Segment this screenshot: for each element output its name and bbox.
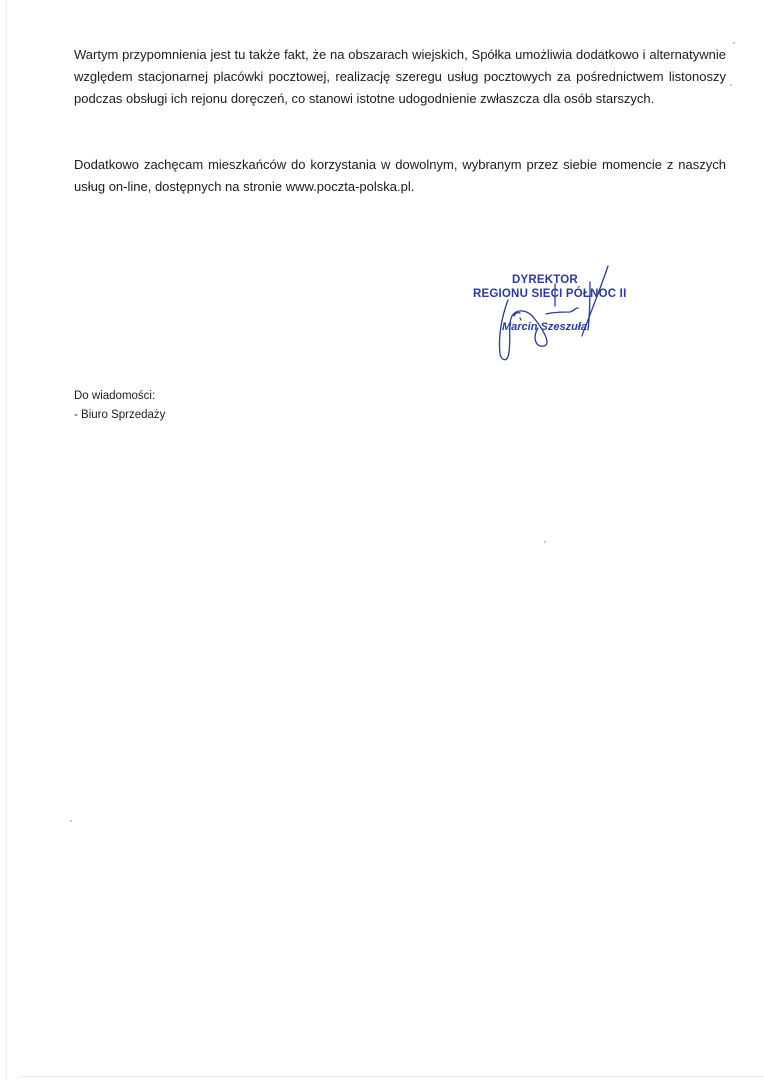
paragraph-text: Dodatkowo zachęcam mieszkańców do korzystania w dowolnym, wybranym przez siebie momencie z naszych usług on-line, dostępnych na stronie www.poczta-polska.pl.: [74, 157, 726, 194]
stamp-name: Marcin Szeszuła: [502, 321, 587, 333]
signature-stamp: [462, 258, 632, 368]
paragraph-text: Wartym przypomnienia jest tu także fakt, że na obszarach wiejskich, Spółka umożliwia dodatkowo i alternatywnie względem stacjonarnej placówki pocztowej, realizację szeregu usług pocztowych za pośrednictwem listonoszy podczas obsługi ich rejonu doręczeń, co stanowi istotne udogodnienie zwłaszcza dla osób starszych.: [74, 47, 726, 106]
scan-speck: [70, 820, 72, 822]
stamp-title: DYREKTOR: [512, 274, 578, 286]
scan-edge-bottom: [20, 1076, 764, 1077]
paragraph-rural-postal-services: [74, 44, 726, 110]
scan-speck: [733, 42, 735, 44]
distribution-heading: Do wiadomości:: [74, 390, 156, 402]
scan-speck: [544, 541, 546, 543]
scan-speck: [730, 84, 732, 86]
scan-edge-left: [6, 0, 7, 1080]
distribution-item: - Biuro Sprzedaży: [74, 409, 166, 421]
stamp-region: REGIONU SIECI PÓŁNOC II: [473, 288, 627, 300]
distribution-list: [74, 387, 165, 425]
paragraph-online-services: [74, 154, 726, 198]
